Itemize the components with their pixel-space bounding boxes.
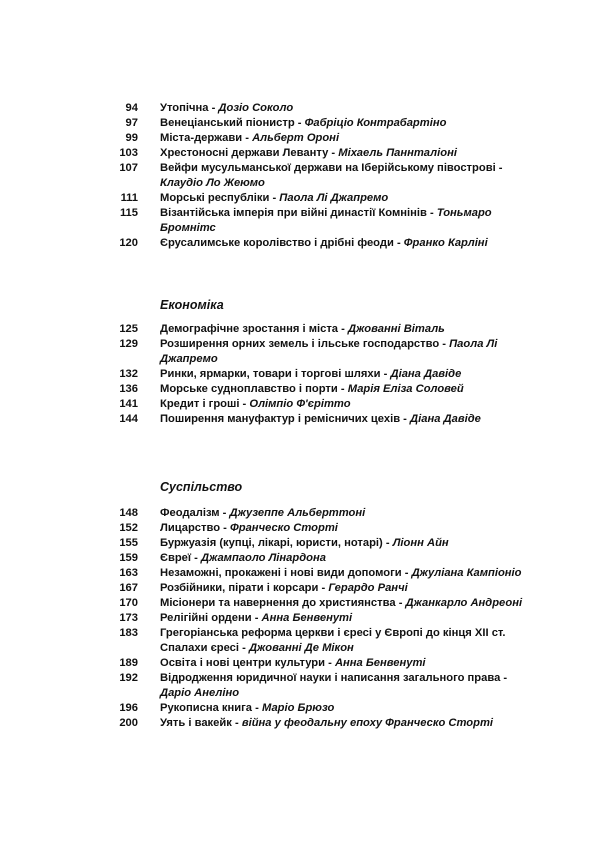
entry-title: Уять і вакейк — [160, 717, 232, 729]
toc-entry[interactable]: 163 Незаможні, прокажені і нові види допомоги - Джуліана Кампіоніо — [0, 566, 600, 581]
entry-author: Франческо Сторті — [230, 522, 338, 534]
page-number: 141 — [119, 398, 138, 410]
entry-author: Джованні Віталь — [347, 323, 445, 335]
entry-title: Феодалізм — [160, 507, 220, 519]
entry-title: Лицарство — [160, 522, 221, 534]
entry-author: Герардо Ранчі — [328, 582, 408, 594]
entry-author: Франко Карліні — [403, 237, 488, 249]
entry-title: Утопічна — [160, 102, 209, 114]
section-heading: Економіка — [160, 298, 224, 312]
entry-title: Хрестоносні держави Леванту — [160, 147, 329, 159]
toc-entry[interactable]: 192 Відродження юридичної науки і написання загального права - Даріо Анеліно — [0, 671, 600, 701]
toc-entry[interactable]: 170 Місіонери та навернення до християнства - Джанкарло Андреоні — [0, 596, 600, 611]
entry-author: Паола Лі Джапремо — [279, 192, 389, 204]
toc-entry[interactable]: 183 Грегоріанська реформа церкви і єресі у Європі до кінця XII ст. Спалахи єресі - Джованні Де Мікон — [0, 626, 600, 656]
toc-entry[interactable]: 120 Єрусалимське королівство і дрібні феоди - Франко Карліні — [0, 236, 600, 251]
entry-author: Маріо Брюзо — [261, 702, 335, 714]
entry-author: Діана Давіде — [390, 368, 462, 380]
toc-entry[interactable]: 173 Релігійні ордени - Анна Бенвенуті — [0, 611, 600, 626]
entry-title: Єрусалимське королівство і дрібні феоди — [160, 237, 394, 249]
toc-entry[interactable]: 189 Освіта і нові центри культури - Анна Бенвенуті — [0, 656, 600, 671]
contents-section-3 — [0, 478, 600, 731]
entry-author: Паола Лі Джапремо — [160, 338, 498, 365]
entry-title: Міста-держави — [160, 132, 243, 144]
toc-entry[interactable]: 94 Утопічна - Дозіо Соколо — [0, 101, 600, 116]
page-number: 170 — [119, 597, 138, 609]
entry-title: Вейфи мусульманської держави на Іберійському півострові — [160, 162, 496, 174]
toc-entry[interactable]: 141 Кредит і гроші - Олімпіо Ф'єрітто — [0, 397, 600, 412]
toc-entry[interactable]: 125 Демографічне зростання і міста - Джованні Віталь — [0, 322, 600, 337]
toc-entry[interactable]: 152 Лицарство - Франческо Сторті — [0, 521, 600, 536]
toc-entry[interactable]: 111 Морські республіки - Паола Лі Джапремо — [0, 191, 600, 206]
entry-author: Джуліана Кампіоніо — [411, 567, 522, 579]
entry-title: Рукописна книга — [160, 702, 253, 714]
entry-author: Діана Давіде — [410, 413, 481, 425]
entry-title: Євреї — [160, 552, 192, 564]
entry-title: Розбійники, пірати і корсари — [160, 582, 319, 594]
entry-title: Морське судноплавство і порти — [160, 383, 338, 395]
entry-title: Незаможні, прокажені і нові види допомоги — [160, 567, 402, 579]
page-number: 125 — [119, 323, 138, 335]
entry-author: Фабріціо Контрабартіно — [304, 117, 447, 129]
toc-entry[interactable]: 136 Морське судноплавство і порти - Марія Еліза Соловей — [0, 382, 600, 397]
page-number: 196 — [119, 702, 138, 714]
entry-title: Розширення орних земель і ільське господарство — [160, 338, 440, 350]
entry-title: Грегоріанська реформа церкви і єресі у Європі до кінця XII ст. Спалахи єресі — [160, 627, 506, 654]
entry-author: Анна Бенвенуті — [334, 657, 426, 669]
page-number: 167 — [119, 582, 138, 594]
page-number: 107 — [119, 162, 138, 174]
page-number: 97 — [125, 117, 138, 129]
entry-author: війна у феодальну епоху Франческо Сторті — [241, 717, 494, 729]
toc-entry[interactable]: 129 Розширення орних земель і ільське господарство - Паола Лі Джапремо — [0, 337, 600, 367]
page-number: 99 — [125, 132, 138, 144]
toc-entry[interactable]: 155 Буржуазія (купці, лікарі, юристи, нотарі) - Ліонн Айн — [0, 536, 600, 551]
page-number: 132 — [119, 368, 138, 380]
entry-author: Джузеппе Альберттоні — [229, 507, 366, 519]
toc-entry[interactable]: 148 Феодалізм - Джузеппе Альберттоні — [0, 506, 600, 521]
entry-author: Альберт Ороні — [252, 132, 340, 144]
page-number: 163 — [119, 567, 138, 579]
entry-author: Тоньмаро Бромнітс — [160, 207, 492, 234]
page-number: 152 — [119, 522, 138, 534]
toc-entry[interactable]: 103 Хрестоносні держави Леванту - Міхаель Паннталіоні — [0, 146, 600, 161]
page-number: 136 — [119, 383, 138, 395]
contents-section-2 — [0, 296, 600, 427]
entry-author: Дозіо Соколо — [218, 102, 294, 114]
page-number: 129 — [119, 338, 138, 350]
entry-author: Даріо Анеліно — [160, 687, 240, 699]
entry-author: Міхаель Паннталіоні — [338, 147, 457, 159]
entry-title: Ринки, ярмарки, товари і торгові шляхи — [160, 368, 381, 380]
contents-section-1 — [0, 101, 600, 251]
entry-author: Марія Еліза Соловей — [347, 383, 464, 395]
entry-title: Візантійська імперія при війні династії Комнінів — [160, 207, 427, 219]
entry-title: Кредит і гроші — [160, 398, 240, 410]
page-number: 200 — [119, 717, 138, 729]
entry-title: Венеціанський піонистр — [160, 117, 295, 129]
toc-entry[interactable]: 107 Вейфи мусульманської держави на Іберійському півострові - Клаудіо Ло Жеюмо — [0, 161, 600, 191]
page-number: 115 — [119, 207, 138, 219]
toc-entry[interactable]: 97 Венеціанський піонистр - Фабріціо Контрабартіно — [0, 116, 600, 131]
toc-entry[interactable]: 167 Розбійники, пірати і корсари - Герардо Ранчі — [0, 581, 600, 596]
toc-entry[interactable]: 99 Міста-держави - Альберт Ороні — [0, 131, 600, 146]
page-number: 144 — [119, 413, 138, 425]
toc-entry[interactable]: 115 Візантійська імперія при війні династії Комнінів - Тоньмаро Бромнітс — [0, 206, 600, 236]
entry-title: Демографічне зростання і міста — [160, 323, 339, 335]
entry-author: Джанкарло Андреоні — [405, 597, 523, 609]
entry-author: Олімпіо Ф'єрітто — [249, 398, 351, 410]
toc-entry[interactable]: 196 Рукописна книга - Маріо Брюзо — [0, 701, 600, 716]
page-number: 183 — [119, 627, 138, 639]
entry-author: Джампаоло Лінардона — [201, 552, 326, 564]
toc-entry[interactable]: 132 Ринки, ярмарки, товари і торгові шляхи - Діана Давіде — [0, 367, 600, 382]
toc-entry[interactable]: 144 Поширення мануфактур і ремісничих цехів - Діана Давіде — [0, 412, 600, 427]
entry-title: Місіонери та навернення до християнства — [160, 597, 396, 609]
entry-title: Морські республіки — [160, 192, 270, 204]
page-number: 189 — [119, 657, 138, 669]
page-number: 173 — [119, 612, 138, 624]
toc-entry[interactable]: 200 Уять і вакейк - війна у феодальну епоху Франческо Сторті — [0, 716, 600, 731]
page-number: 148 — [119, 507, 138, 519]
entry-title: Відродження юридичної науки і написання загального права — [160, 672, 501, 684]
toc-entry[interactable]: 159 Євреї - Джампаоло Лінардона — [0, 551, 600, 566]
page-number: 103 — [119, 147, 138, 159]
entry-title: Релігійні ордени — [160, 612, 252, 624]
page-number: 120 — [119, 237, 138, 249]
entry-title: Буржуазія (купці, лікарі, юристи, нотарі) — [160, 537, 383, 549]
entry-title: Освіта і нові центри культури — [160, 657, 325, 669]
page-number: 192 — [119, 672, 138, 684]
entry-author: Ліонн Айн — [392, 537, 449, 549]
section-heading: Суспільство — [160, 480, 243, 494]
entry-title: Поширення мануфактур і ремісничих цехів — [160, 413, 401, 425]
page-number: 94 — [125, 102, 138, 114]
entry-author: Клаудіо Ло Жеюмо — [160, 177, 265, 189]
entry-author: Анна Бенвенуті — [261, 612, 353, 624]
entry-author: Джованні Де Мікон — [248, 642, 354, 654]
page-number: 155 — [119, 537, 138, 549]
page-number: 111 — [120, 192, 138, 204]
page-number: 159 — [119, 552, 138, 564]
